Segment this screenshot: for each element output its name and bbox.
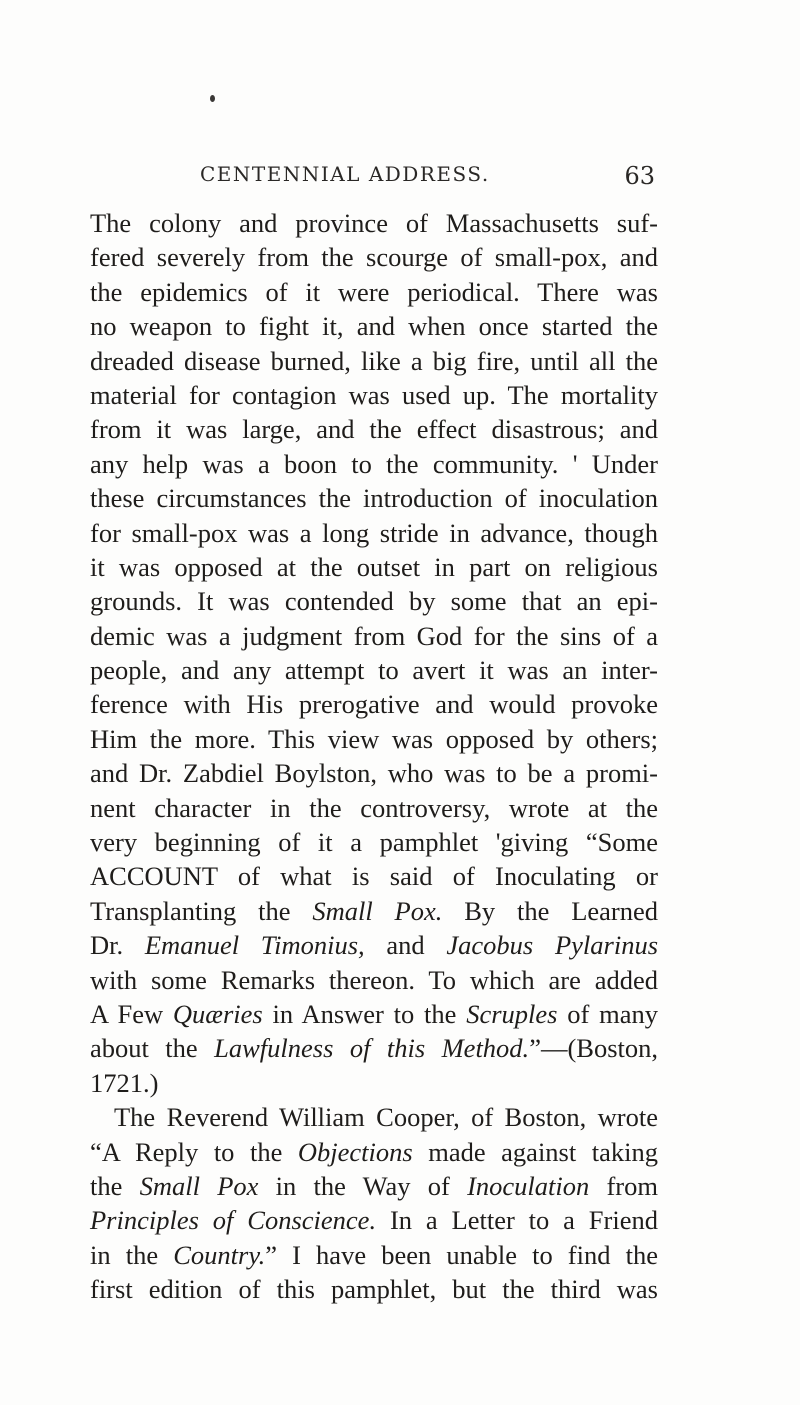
text-run: from [589,1170,658,1201]
text-run: In a Letter to a Friend [376,1205,658,1236]
text-run: Him the more. This view was opposed by others; [90,723,658,754]
text-line [90,722,658,756]
text-line [90,240,658,274]
italic-text: Quæries [172,998,263,1029]
text-run: The Reverend William Cooper, of Boston, wrote [114,1102,658,1133]
running-title: CENTENNIAL ADDRESS. [200,162,490,186]
page-number: 63 [624,162,655,190]
text-run: material for contagion was used up. The mortality [90,379,658,410]
italic-text: Principles of Conscience. [90,1205,377,1236]
text-run: demic was a judgment from God for the sins of a [90,620,658,651]
text-run: and Dr. Zabdiel Boylston, who was to be a promi- [90,758,658,789]
text-line [90,378,658,412]
text-run: with some Remarks thereon. To which are added [90,964,658,995]
text-run: By the Learned [442,895,658,926]
text-run: made against taking [412,1136,659,1167]
text-line [90,481,658,515]
text-run: in Answer to the [262,998,467,1029]
page-header [200,162,655,192]
text-line [90,275,658,309]
text-line [90,584,658,618]
text-line [90,447,658,481]
text-line [90,825,658,859]
text-line [90,516,658,550]
text-run: 1721.) [90,1067,159,1098]
text-line [90,1238,658,1272]
text-line [90,653,658,687]
text-run: dreaded disease burned, like a big fire, until all the [90,345,658,376]
ink-speck [210,95,215,102]
text-line [90,1135,658,1169]
text-line [90,963,658,997]
text-line [90,756,658,790]
text-run: no weapon to fight it, and when once started the [90,311,658,342]
text-line [90,1272,658,1306]
text-run: ” I have been unable to find the [265,1239,658,1270]
text-line [90,206,658,240]
italic-text: Inoculation [467,1170,590,1201]
text-run: fered severely from the scourge of small-pox, and [90,242,658,273]
text-run: and [364,930,447,961]
italic-text: Lawfulness of this Method. [214,1033,530,1064]
text-run: first edition of this pamphlet, but the third was [90,1274,658,1305]
italic-text: Objections [297,1136,413,1167]
text-line [90,928,658,962]
text-line [90,1066,658,1100]
text-run: from it was large, and the effect disastrous; and [90,414,658,445]
text-run: Dr. [90,930,145,961]
text-run: for small-pox was a long stride in advance, though [90,517,658,548]
text-run: these circumstances the introduction of inoculation [90,483,658,514]
text-run: ACCOUNT of what is said of Inoculating or [90,861,658,892]
text-run: the [90,1170,140,1201]
text-run: A Few [90,998,173,1029]
text-run: about the [90,1033,215,1064]
text-run: “A Reply to the [90,1136,298,1167]
text-line [90,894,658,928]
text-run: Transplanting the [90,895,313,926]
text-line [90,344,658,378]
text-line [90,550,658,584]
text-line [90,412,658,446]
text-run: The colony and province of Massachusetts suf- [90,208,658,238]
text-run: nent character in the controversy, wrote at the [90,792,658,823]
text-run: ”—(Boston, [529,1033,658,1064]
italic-text: Country. [173,1239,266,1270]
text-line [90,1169,658,1203]
text-line [90,619,658,653]
text-run: in the Way of [258,1170,468,1201]
text-line [90,1203,658,1237]
text-run: in the [90,1239,174,1270]
text-run: the epidemics of it were periodical. There was [90,276,658,307]
text-line [90,791,658,825]
italic-text: Small Pox. [312,895,443,926]
text-line [90,997,658,1031]
text-run: of many [557,998,659,1029]
italic-text: Emanuel Timonius, [144,930,365,961]
text-line [90,309,658,343]
text-run: it was opposed at the outset in part on religious [90,551,658,582]
text-line [90,1031,658,1065]
text-run: any help was a boon to the community. ' Under [90,448,658,479]
italic-text: Scruples [466,998,558,1029]
text-line [90,687,658,721]
text-run: ference with His prerogative and would provoke [90,689,658,720]
text-run: very beginning of it a pamphlet 'giving “Some [90,827,658,858]
italic-text: Jacobus Pylarinus [446,930,659,961]
body-text [90,206,658,1307]
text-run: grounds. It was contended by some that an epi- [90,586,658,617]
text-line [90,1100,658,1134]
text-run: people, and any attempt to avert it was an inter- [90,655,658,686]
italic-text: Small Pox [139,1170,259,1201]
text-line [90,859,658,893]
